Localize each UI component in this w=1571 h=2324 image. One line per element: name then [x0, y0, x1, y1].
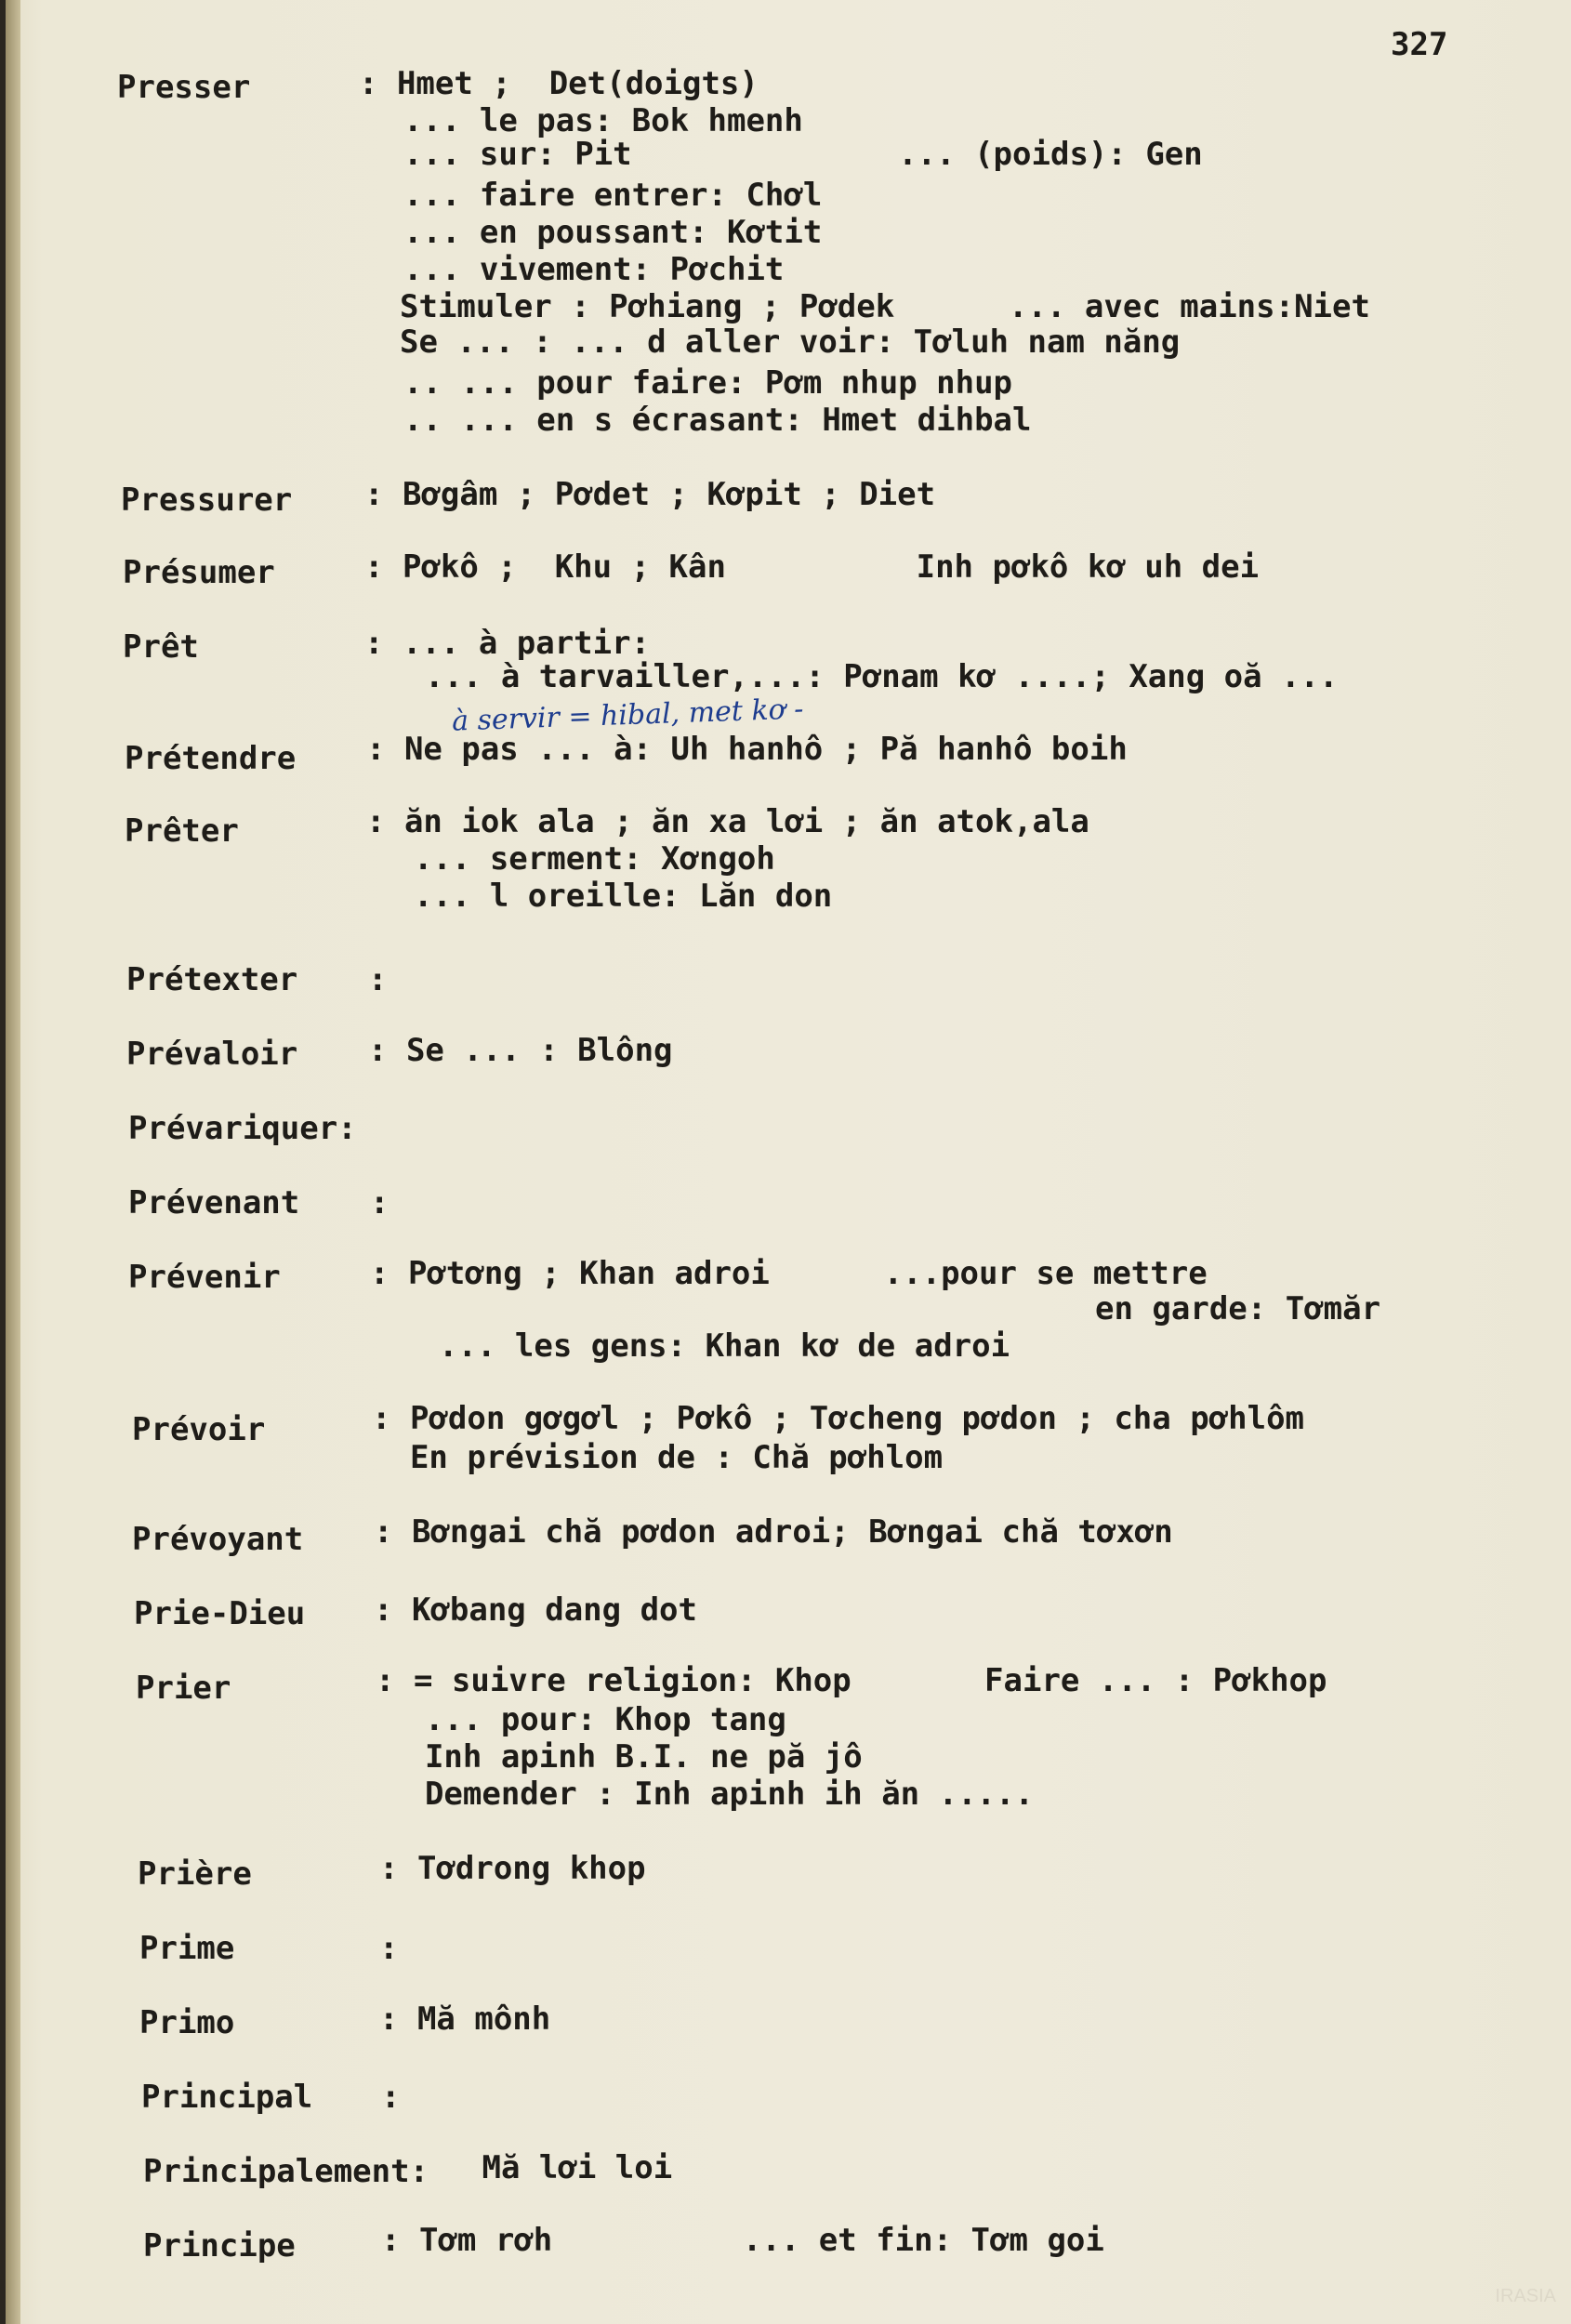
entry-line: ... à tarvailler,...: Pơnam kơ ....; Xang oă ...: [387, 658, 1339, 695]
entry-line: ... sur: Pit ... (poids): Gen: [403, 136, 1203, 173]
entry-line: : = suivre religion: Khop Faire ... : Pơkhop: [376, 1662, 1327, 1699]
entry-line: : Se ... : Blông: [368, 1032, 673, 1069]
headword: Principal: [141, 2079, 313, 2116]
entry-line: Mă lơi loi: [463, 2149, 673, 2186]
page-binding: [6, 0, 20, 2324]
entry-line: ... les gens: Khan kơ de adroi: [439, 1327, 1010, 1365]
entry-line: : ăn iok ala ; ăn xa lơi ; ăn atok,ala: [366, 803, 1089, 840]
entry-line: :: [368, 961, 388, 998]
entry-line: : Hmet ; Det(doigts): [359, 65, 759, 102]
headword: Primo: [139, 2004, 235, 2041]
entry-line: : ... à partir:: [364, 625, 651, 662]
entry-line: : Bơngai chă pơdon adroi; Bơngai chă tơxơn: [374, 1513, 1173, 1551]
entry-line: ... faire entrer: Chơl: [403, 177, 823, 214]
headword: Prétexter: [126, 961, 298, 998]
headword: Prévoyant: [132, 1521, 304, 1558]
entry-line: ... le pas: Bok hmenh: [403, 102, 803, 139]
headword: Presser: [117, 69, 251, 106]
page-number: 327: [1391, 26, 1448, 63]
entry-line: Stimuler : Pơhiang ; Pơdek ... avec mains:Niet: [400, 288, 1370, 325]
headword: Prétendre: [125, 740, 297, 777]
headword: Prêt: [123, 628, 199, 666]
entry-line: : Tơm rơh ... et fin: Tơm goi: [381, 2222, 1104, 2259]
headword: Prévenir: [128, 1259, 281, 1296]
headword: Prévariquer:: [128, 1110, 357, 1147]
headword: Prier: [136, 1670, 231, 1707]
document-page: [6, 0, 1571, 2324]
entry-line: En prévision de : Chă pơhlom: [372, 1439, 944, 1476]
entry-line: ... pour: Khop tang: [387, 1701, 786, 1738]
entry-line: .. ... en s écrasant: Hmet dihbal: [403, 402, 1032, 439]
headword: Principalement:: [143, 2153, 429, 2190]
entry-line: ... vivement: Pơchit: [403, 251, 785, 288]
headword: Pressurer: [121, 482, 293, 519]
headword: Prévaloir: [126, 1036, 298, 1073]
headword: Prie-Dieu: [134, 1595, 306, 1632]
headword: Prime: [139, 1930, 235, 1967]
entry-line: :: [379, 1930, 399, 1967]
entry-line: : Pơtơng ; Khan adroi ...pour se mettre: [370, 1255, 1208, 1292]
headword: Prévoir: [132, 1411, 266, 1448]
entry-line: :: [381, 2079, 401, 2116]
entry-line: : Kơbang dang dot: [374, 1591, 697, 1629]
handwritten-annotation: à servir = hibal, met kơ -: [451, 693, 804, 738]
entry-line: Se ... : ... d aller voir: Tơluh nam năng: [400, 324, 1181, 361]
watermark: IRASIA: [1495, 2286, 1556, 2306]
entry-line: Demender : Inh apinh ih ăn .....: [387, 1776, 1034, 1813]
entry-line: .. ... pour faire: Pơm nhup nhup: [403, 364, 1013, 402]
headword: Prêter: [125, 812, 239, 850]
headword: Présumer: [123, 554, 275, 591]
entry-line: : Pơdon gơgơl ; Pơkô ; Tơcheng pơdon ; cha pơhlôm: [372, 1400, 1305, 1437]
entry-line: ... serment: Xơngoh: [376, 840, 775, 878]
entry-line: :: [370, 1184, 389, 1221]
headword: Prière: [138, 1855, 252, 1893]
entry-line: en garde: Tơmăr: [1095, 1290, 1381, 1327]
entry-line: : Pơkô ; Khu ; Kân Inh pơkô kơ uh dei: [364, 548, 1260, 586]
entry-line: : Tơdrong khop: [379, 1850, 646, 1887]
headword: Principe: [143, 2227, 296, 2265]
entry-line: : Ne pas ... à: Uh hanhô ; Pă hanhô boih: [366, 731, 1128, 768]
entry-line: : Bơgâm ; Pơdet ; Kơpit ; Diet: [364, 476, 936, 513]
entry-line: ... l oreille: Lăn don: [376, 878, 833, 915]
entry-line: Inh apinh B.I. ne pă jô: [387, 1738, 863, 1776]
headword: Prévenant: [128, 1184, 300, 1221]
entry-line: : Mă mônh: [379, 2000, 551, 2038]
entry-line: ... en poussant: Kơtit: [403, 214, 823, 251]
